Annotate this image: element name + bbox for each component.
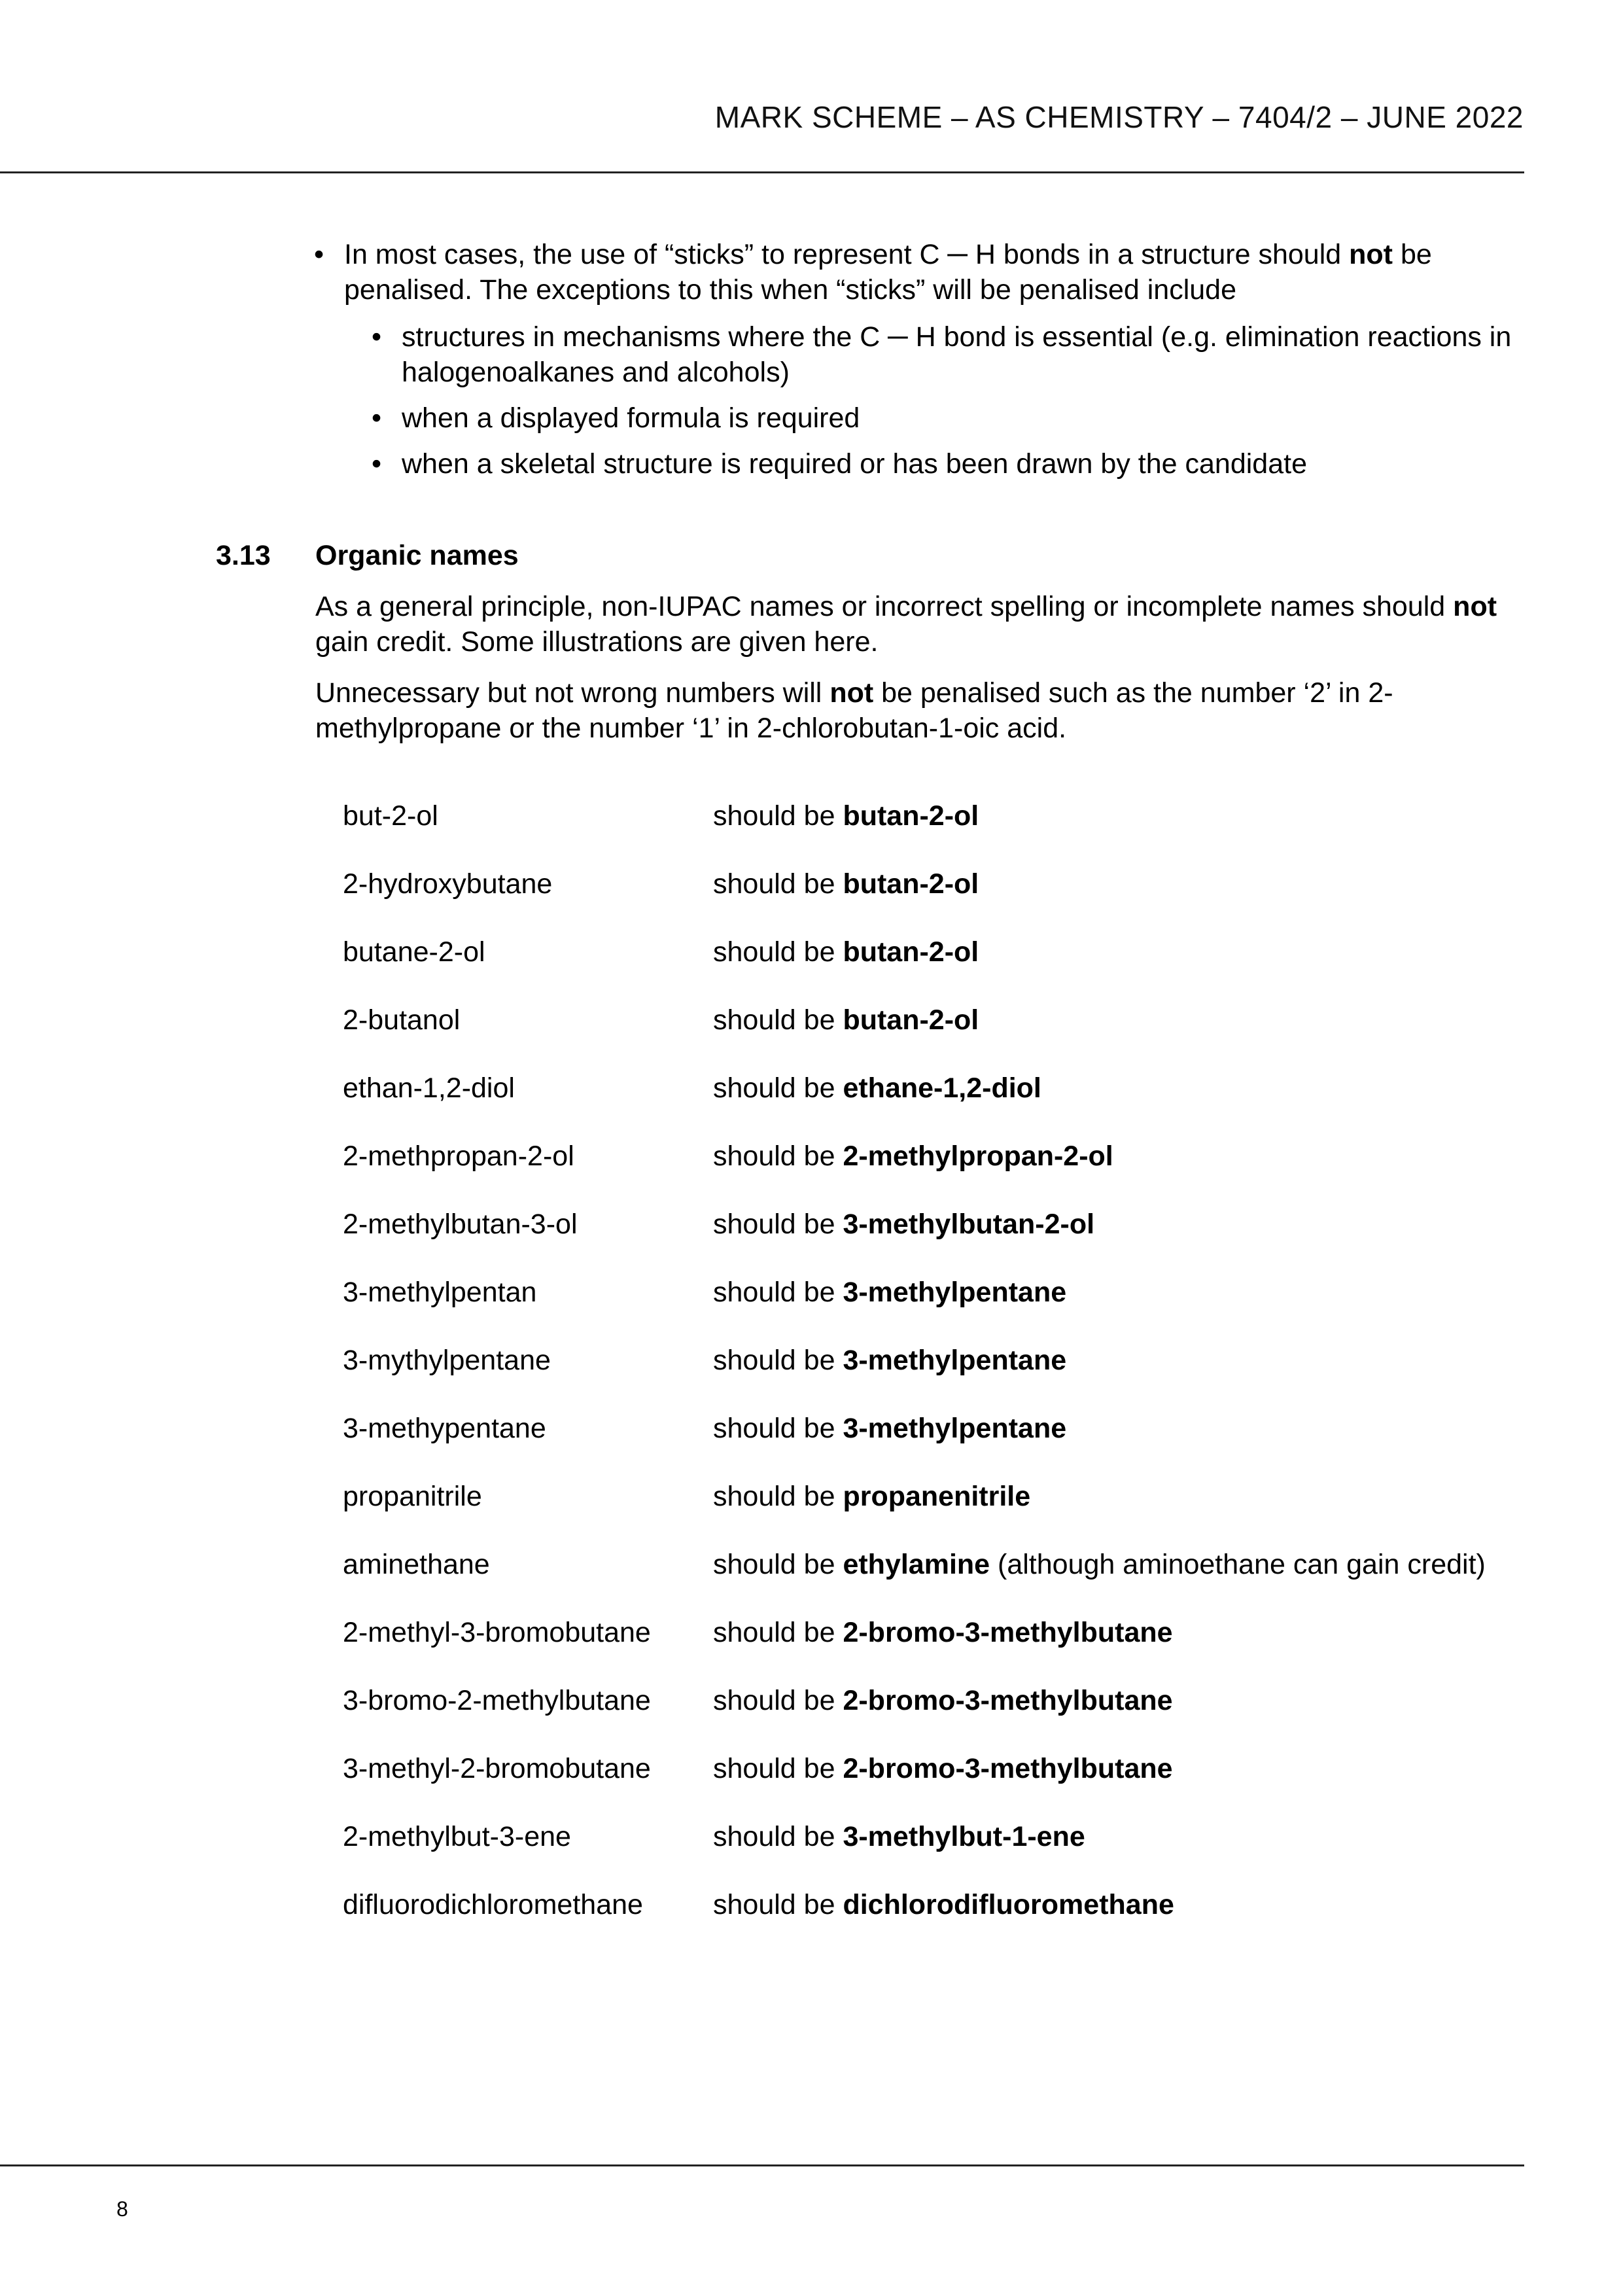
exceptions-sub-list [314,319,1544,482]
correct-name: 3-methylbut-1-ene [843,1821,1085,1852]
incorrect-name: 2-hydroxybutane [343,868,553,900]
correction [713,1819,1085,1854]
correction-prefix: should be [713,1685,843,1716]
correct-name: butan-2-ol [843,1004,979,1036]
incorrect-name: difluorodichloromethane [343,1889,643,1920]
correction-prefix: should be [713,1889,843,1920]
correction [713,1411,1066,1446]
correction-prefix: should be [713,1481,843,1512]
sub-bullet [372,319,1544,390]
name-row [343,1547,1486,1615]
correction-prefix: should be [713,1617,843,1648]
incorrect-name: 2-methylbut-3-ene [343,1821,571,1852]
correction [713,1547,1486,1582]
page-number: 8 [116,2197,128,2221]
correction-prefix: should be [713,936,843,968]
unnecessary-text-end: be penalised such as the number ‘2’ in 2-methylpropane or the number ‘1’ in 2-chlorobutan-1-oic acid. [315,677,1393,744]
name-row [343,1207,1486,1275]
correct-name: 3-methylpentane [843,1413,1067,1444]
incorrect-name: ethan-1,2-diol [343,1072,515,1104]
bullet-dot-icon: • [372,321,382,353]
correction [713,1070,1041,1106]
correct-name: butan-2-ol [843,868,979,900]
incorrect-name: 3-methypentane [343,1413,546,1444]
name-row [343,1479,1486,1547]
incorrect-name: 3-methyl-2-bromobutane [343,1753,651,1784]
correct-name: propanenitrile [843,1481,1031,1512]
main-bullet-text-start: In most cases, the use of “sticks” to represent C ─ H bonds in a structure should [344,239,1350,270]
correction [713,798,979,834]
name-row [343,1070,1486,1139]
name-row [343,1411,1486,1479]
incorrect-name: 3-mythylpentane [343,1345,551,1376]
name-row [343,1343,1486,1411]
correct-name: 2-bromo-3-methylbutane [843,1617,1173,1648]
main-bullet [314,237,1544,308]
correct-name: 2-bromo-3-methylbutane [843,1753,1173,1784]
correction-prefix: should be [713,1140,843,1172]
unnecessary-numbers-paragraph [315,675,1544,746]
name-row [343,866,1486,934]
correction [713,1139,1113,1174]
incorrect-name: 3-bromo-2-methylbutane [343,1685,651,1716]
correction-prefix: should be [713,1277,843,1308]
name-row [343,1683,1486,1751]
name-row [343,1139,1486,1207]
bullet-dot-icon: • [372,448,382,480]
incorrect-name: butane-2-ol [343,936,485,968]
correction [713,1002,979,1038]
name-row [343,798,1486,866]
correct-name: butan-2-ol [843,936,979,968]
correct-name: ethane-1,2-diol [843,1072,1041,1104]
incorrect-name: 2-butanol [343,1004,461,1036]
sub-bullet-text: structures in mechanisms where the C ─ H bond is essential (e.g. elimination reactions in halogenoalkanes and alcohols) [402,321,1512,388]
name-row [343,934,1486,1002]
section-title: Organic names [315,540,519,571]
incorrect-name: aminethane [343,1549,490,1580]
sub-bullet-text: when a displayed formula is required [402,402,860,434]
correct-name: dichlorodifluoromethane [843,1889,1174,1920]
correct-name: ethylamine [843,1549,990,1580]
sub-bullet [372,400,1544,436]
unnecessary-emphasis: not [829,677,874,709]
correction-prefix: should be [713,1345,843,1376]
correction-prefix: should be [713,1549,843,1580]
principle-text-start: As a general principle, non-IUPAC names or incorrect spelling or incomplete names should [315,591,1454,622]
incorrect-name: 2-methpropan-2-ol [343,1140,574,1172]
correct-name: 2-methylpropan-2-ol [843,1140,1113,1172]
incorrect-name: but-2-ol [343,800,438,832]
correction-prefix: should be [713,1413,843,1444]
correct-name: butan-2-ol [843,800,979,832]
correction-prefix: should be [713,1209,843,1240]
correction-prefix: should be [713,1004,843,1036]
main-bullet-text-end: be penalised. The exceptions to this when “sticks” will be penalised include [344,239,1432,306]
incorrect-name: 3-methylpentan [343,1277,537,1308]
correction [713,1343,1066,1378]
incorrect-name: propanitrile [343,1481,482,1512]
correction [713,1751,1173,1786]
correction-prefix: should be [713,1072,843,1104]
organic-names-list [343,798,1486,1955]
sticks-bullet-list [314,237,1544,492]
correction [713,934,979,970]
principle-paragraph [315,589,1544,660]
correction-prefix: should be [713,1753,843,1784]
main-bullet-emphasis: not [1349,239,1393,270]
section-number: 3.13 [216,540,271,571]
name-row [343,1002,1486,1070]
principle-text-end: gain credit. Some illustrations are given here. [315,626,879,658]
incorrect-name: 2-methylbutan-3-ol [343,1209,578,1240]
correction [713,1615,1173,1650]
correction [713,866,979,902]
correction-prefix: should be [713,1821,843,1852]
correction-prefix: should be [713,868,843,900]
bullet-dot-icon: • [314,239,324,270]
correction-note: (although aminoethane can gain credit) [990,1549,1486,1580]
name-row [343,1615,1486,1683]
correction [713,1887,1174,1922]
correct-name: 2-bromo-3-methylbutane [843,1685,1173,1716]
footer-divider [0,2164,1524,2166]
correct-name: 3-methylpentane [843,1277,1067,1308]
name-row [343,1751,1486,1819]
correction [713,1479,1030,1514]
unnecessary-text-start: Unnecessary but not wrong numbers will [315,677,830,709]
sub-bullet [372,446,1544,482]
section-body [315,589,1544,746]
principle-emphasis: not [1453,591,1497,622]
name-row [343,1887,1486,1955]
correction [713,1207,1094,1242]
name-row [343,1819,1486,1887]
organic-names-section [216,538,1544,746]
bullet-dot-icon: • [372,402,382,434]
correct-name: 3-methylpentane [843,1345,1067,1376]
section-heading [216,538,1544,573]
name-row [343,1275,1486,1343]
sub-bullet-text: when a skeletal structure is required or has been drawn by the candidate [402,448,1307,480]
page-header-title: MARK SCHEME – AS CHEMISTRY – 7404/2 – JUNE 2022 [714,100,1524,134]
correct-name: 3-methylbutan-2-ol [843,1209,1095,1240]
correction-prefix: should be [713,800,843,832]
correction [713,1275,1066,1310]
correction [713,1683,1173,1718]
header-divider [0,171,1524,173]
incorrect-name: 2-methyl-3-bromobutane [343,1617,651,1648]
